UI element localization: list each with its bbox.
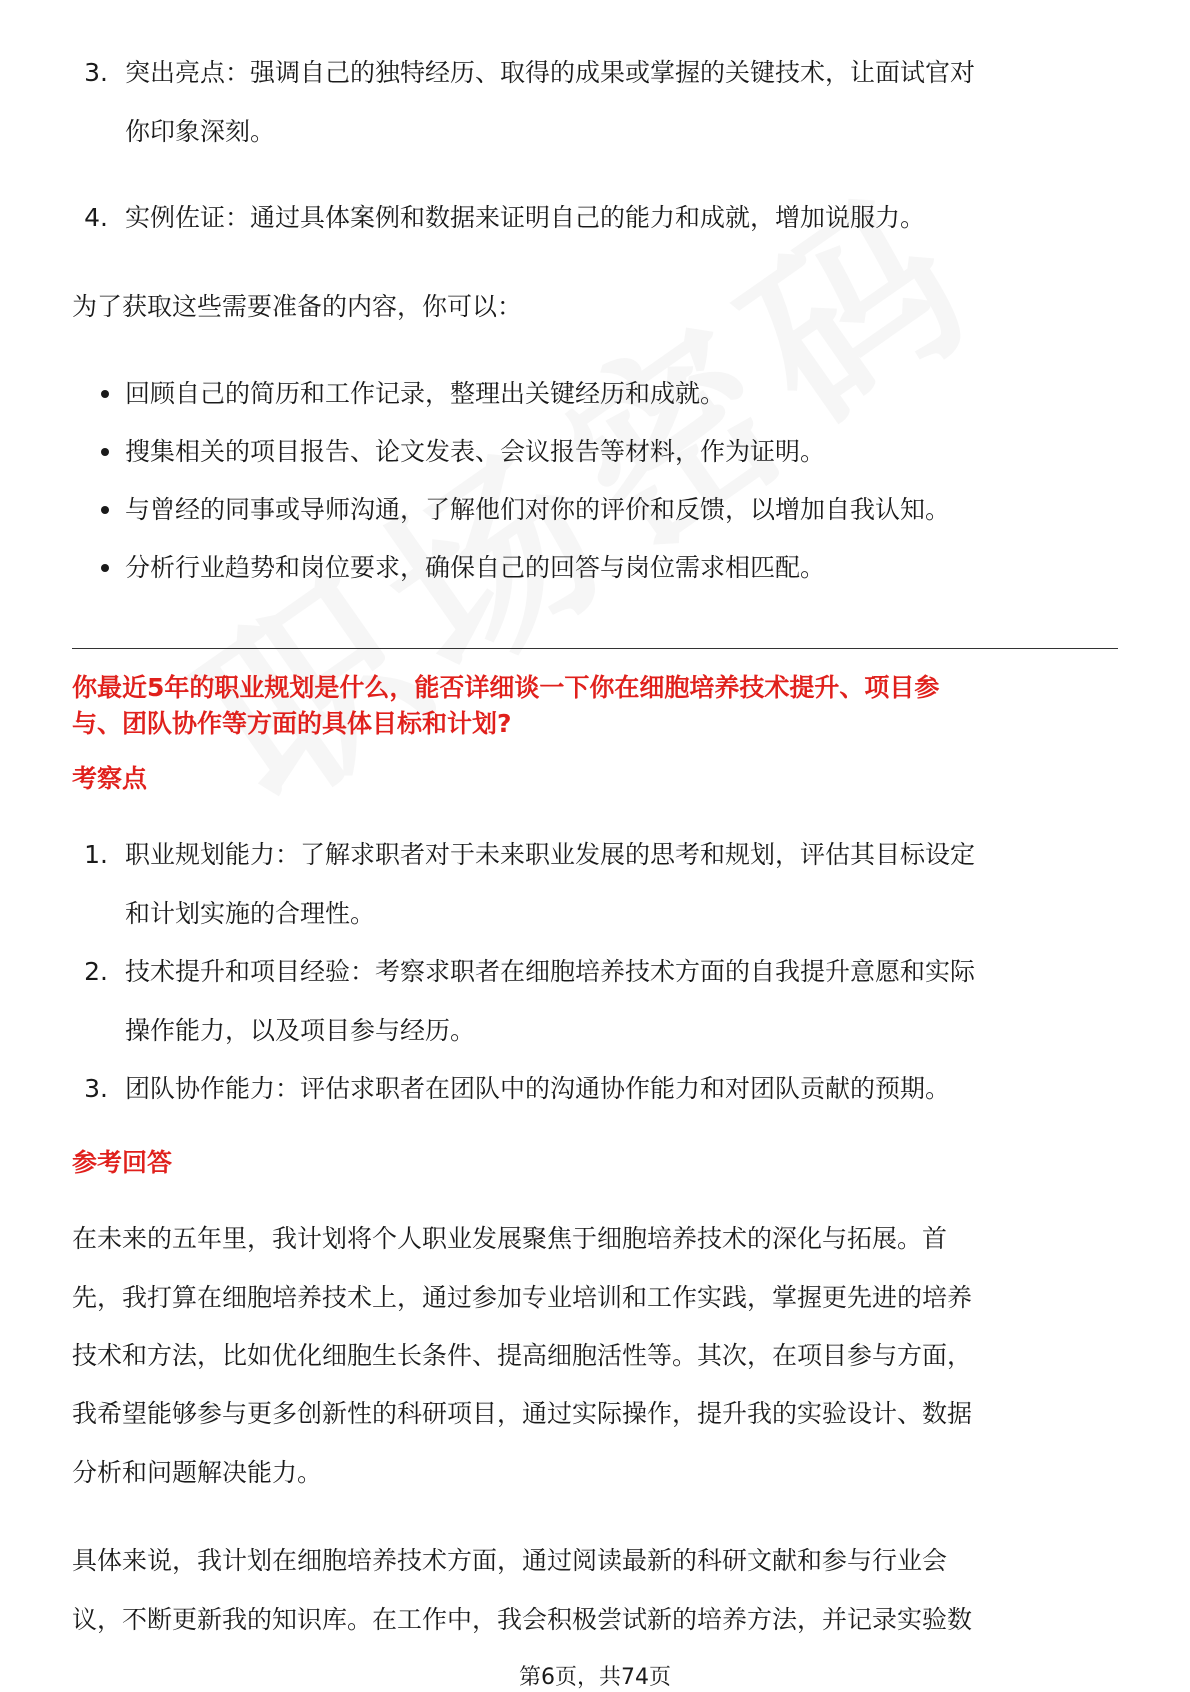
list-item-text: 和计划实施的合理性。 xyxy=(125,899,376,928)
bullet-dot xyxy=(101,506,109,514)
bullet-item: 与曾经的同事或导师沟通，了解他们对你的评价和反馈，以增加自我认知。 xyxy=(125,495,951,524)
focus-heading: 考察点 xyxy=(72,764,148,793)
list-number: 2. xyxy=(84,957,108,986)
list-number: 4. xyxy=(84,203,108,232)
page-footer: 第6页，共74页 xyxy=(519,1665,671,1690)
section-divider xyxy=(72,648,1118,649)
question-title: 你最近5年的职业规划是什么，能否详细谈一下你在细胞培养技术提升、项目参 xyxy=(72,673,940,702)
list-item-text: 操作能力，以及项目参与经历。 xyxy=(125,1016,476,1045)
bullet-item: 回顾自己的简历和工作记录，整理出关键经历和成就。 xyxy=(125,379,726,408)
list-item-text: 你印象深刻。 xyxy=(125,117,276,146)
prep-intro: 为了获取这些需要准备的内容，你可以： xyxy=(72,292,523,321)
answer-line: 技术和方法，比如优化细胞生长条件、提高细胞活性等。其次，在项目参与方面， xyxy=(72,1341,973,1370)
bullet-item: 分析行业趋势和岗位要求，确保自己的回答与岗位需求相匹配。 xyxy=(125,553,826,582)
bullet-dot xyxy=(101,448,109,456)
list-item-text: 实例佐证：通过具体案例和数据来证明自己的能力和成就，增加说服力。 xyxy=(125,203,926,232)
answer-heading: 参考回答 xyxy=(72,1148,173,1177)
answer-line: 在未来的五年里，我计划将个人职业发展聚焦于细胞培养技术的深化与拓展。首 xyxy=(72,1224,948,1253)
list-item-text: 突出亮点：强调自己的独特经历、取得的成果或掌握的关键技术，让面试官对 xyxy=(125,58,976,87)
answer-line: 分析和问题解决能力。 xyxy=(72,1458,323,1487)
list-item-text: 职业规划能力：了解求职者对于未来职业发展的思考和规划，评估其目标设定 xyxy=(125,840,976,869)
answer-line: 具体来说，我计划在细胞培养技术方面，通过阅读最新的科研文献和参与行业会 xyxy=(72,1546,948,1575)
answer-line: 先，我打算在细胞培养技术上，通过参加专业培训和工作实践，掌握更先进的培养 xyxy=(72,1283,973,1312)
question-title: 与、团队协作等方面的具体目标和计划? xyxy=(72,709,512,738)
bullet-dot xyxy=(101,564,109,572)
answer-line: 议，不断更新我的知识库。在工作中，我会积极尝试新的培养方法，并记录实验数 xyxy=(72,1605,973,1634)
bullet-item: 搜集相关的项目报告、论文发表、会议报告等材料，作为证明。 xyxy=(125,437,826,466)
bullet-dot xyxy=(101,390,109,398)
list-number: 1. xyxy=(84,840,108,869)
list-item-text: 团队协作能力：评估求职者在团队中的沟通协作能力和对团队贡献的预期。 xyxy=(125,1074,951,1103)
list-number: 3. xyxy=(84,58,108,87)
answer-line: 我希望能够参与更多创新性的科研项目，通过实际操作，提升我的实验设计、数据 xyxy=(72,1399,973,1428)
list-number: 3. xyxy=(84,1074,108,1103)
list-item-text: 技术提升和项目经验：考察求职者在细胞培养技术方面的自我提升意愿和实际 xyxy=(125,957,976,986)
